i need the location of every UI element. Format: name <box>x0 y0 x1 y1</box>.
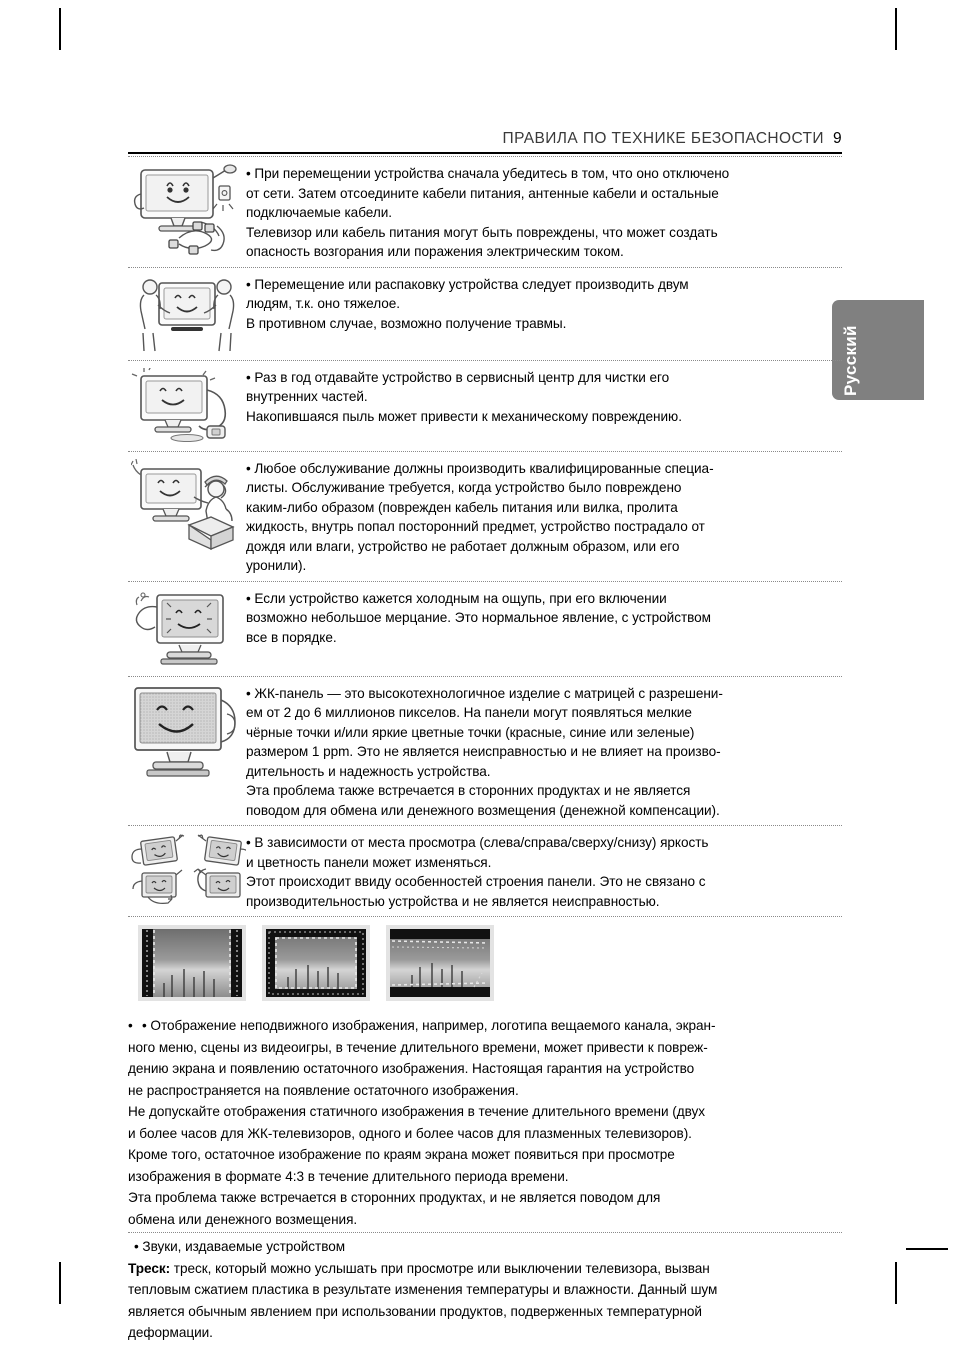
section-text <box>246 587 842 648</box>
term-label: Треск: <box>128 1260 171 1276</box>
safety-section <box>128 582 842 676</box>
crop-mark-top-left <box>59 8 61 50</box>
text-line: изображения в формате 4:3 в течение длительного периода времени. <box>128 1168 569 1184</box>
section-text <box>246 273 842 334</box>
icon-cell <box>128 162 246 256</box>
burn-in-sample-pillarbox <box>138 925 246 1001</box>
safety-section <box>128 157 842 267</box>
tv-flicker-cold-icon <box>131 589 243 671</box>
tv-vacuum-cleaning-icon <box>131 368 243 446</box>
text-line: не распространяется на появление остаточного изображения. <box>128 1082 519 1098</box>
photo-full-border <box>266 929 366 997</box>
text-line <box>128 1015 842 1037</box>
header-rule <box>128 152 842 154</box>
text-line: обмена или денежного возмещения. <box>128 1211 358 1227</box>
text-line: тепловым сжатием пластика в результате изменения температуры и влажности. Данный шум <box>128 1282 718 1297</box>
text-line: людям, т.к. оно тяжелое. <box>246 296 400 311</box>
safety-section <box>128 268 842 360</box>
text-line: • Раз в год отдавайте устройство в сервисный центр для чистки его <box>246 369 670 385</box>
text-line: ем от 2 до 6 миллионов пикселов. На панели могут появляться мелкие <box>246 705 692 720</box>
text-line: поводом для обмена или денежного возмещения (денежной компенсации). <box>246 802 720 818</box>
section-text <box>246 831 842 911</box>
icon-cell <box>128 682 246 788</box>
icon-cell <box>128 831 246 907</box>
text-line: является обычным явлением при использовании продуктов, подверженных температурной <box>128 1303 702 1319</box>
burn-in-sample-letterbox <box>386 925 494 1001</box>
text-line: возможно небольшое мерцание. Это нормальное явление, с устройством <box>246 610 711 625</box>
text-line: • Любое обслуживание должны производить квалифицированные специа- <box>246 460 714 476</box>
page-number: 9 <box>832 130 842 147</box>
text-line: Накопившаяся пыль может привести к механическому повреждению. <box>246 408 682 424</box>
text-line-content: • Отображение неподвижного изображения, например, логотипа вещаемого канала, экран- <box>142 1018 716 1033</box>
section-text <box>246 682 842 821</box>
page-content <box>128 130 842 1346</box>
burn-in-sample-gallery <box>128 917 842 1011</box>
icon-cell <box>128 457 246 555</box>
text-line: внутренних частей. <box>246 389 368 404</box>
lcd-panel-pixels-icon <box>131 684 243 788</box>
crop-mark-top-right <box>895 8 897 50</box>
photo-pillarbox <box>142 929 242 997</box>
text-line: жидкость, внутрь попал посторонний предмет, устройство пострадало от <box>246 519 705 534</box>
text-line: дительность и надежность устройства. <box>246 763 491 779</box>
text-line: Кроме того, остаточное изображение по краям экрана может появиться при просмотре <box>128 1147 675 1162</box>
text-line: уронили). <box>246 558 307 573</box>
text-line: опасность возгорания или поражения электрическим током. <box>246 244 624 259</box>
text-line: деформации. <box>128 1325 213 1340</box>
text-line: Эта проблема также встречается в сторонних продуктах и не является <box>246 783 691 798</box>
viewing-angle-four-tvs-icon <box>128 833 246 907</box>
technician-service-icon <box>131 459 243 555</box>
text-line: • ЖК-панель — это высокотехнологичное изделие с матрицей с разрешени- <box>246 685 723 701</box>
photo-letterbox <box>390 929 490 997</box>
page-title: ПРАВИЛА ПО ТЕХНИКЕ БЕЗОПАСНОСТИ <box>502 130 824 147</box>
page-header <box>128 130 842 152</box>
icon-cell <box>128 587 246 671</box>
text-line: • Перемещение или распаковку устройства следует производить двум <box>246 276 689 292</box>
crop-mark-bottom-left <box>59 1262 61 1304</box>
section-text <box>246 162 842 262</box>
language-tab <box>832 300 924 400</box>
two-people-carrying-tv-icon <box>131 275 243 355</box>
language-tab-label: Русский <box>841 325 860 396</box>
text-line: Телевизор или кабель питания могут быть повреждены, что может создать <box>246 224 718 240</box>
text-line: ного меню, сцены из видеоигры, в течение длительного времени, может привести к повреж- <box>128 1039 708 1055</box>
section-text <box>246 457 842 576</box>
safety-section <box>128 677 842 826</box>
text-line: дождя или влаги, устройство не работает должным образом, или его <box>246 538 680 554</box>
icon-cell <box>128 273 246 355</box>
device-sounds-notice <box>128 1233 842 1346</box>
text-line: • При перемещении устройства сначала убедитесь в том, что оно отключено <box>246 166 730 181</box>
text-line: от сети. Затем отсоедините кабели питания, антенные кабели и остальные <box>246 185 719 201</box>
text-line: и цветность панели может изменяться. <box>246 854 492 870</box>
text-line: Не допускайте отображения статичного изображения в течение длительного времени (двух <box>128 1104 705 1119</box>
text-line: Эта проблема также встречается в сторонних продуктах, и не является поводом для <box>128 1190 661 1205</box>
text-line: каким-либо образом (поврежден кабель питания или вилка, пролита <box>246 499 678 515</box>
safety-section <box>128 826 842 916</box>
text-line: подключаемые кабели. <box>246 205 392 220</box>
text-line: чёрные точки и/или яркие цветные точки (красные, синие или зеленые) <box>246 724 695 740</box>
text-line: листы. Обслуживание требуется, когда устройство было повреждено <box>246 480 682 495</box>
tv-unplug-cables-icon <box>131 164 243 256</box>
icon-cell <box>128 366 246 446</box>
text-line: • В зависимости от места просмотра (слева/справа/сверху/снизу) яркость <box>246 835 709 850</box>
text-line: дению экрана и появлению остаточного изображения. Настоящая гарантия на устройство <box>128 1061 695 1076</box>
safety-section <box>128 361 842 451</box>
text-line: все в порядке. <box>246 629 337 645</box>
crop-mark-bottom-right <box>895 1262 897 1304</box>
section-text <box>246 366 842 427</box>
text-line: Этот происходит ввиду особенностей строения панели. Это не связано с <box>246 874 706 889</box>
text-line: В противном случае, возможно получение травмы. <box>246 315 567 331</box>
crop-mark-bottom-right-horizontal <box>906 1248 948 1250</box>
text-line: и более часов для ЖК-телевизоров, одного и более часов для плазменных телевизоров). <box>128 1125 692 1141</box>
text-line: • Если устройство кажется холодным на ощупь, при его включении <box>246 590 667 606</box>
text-line: размером 1 ppm. Это не является неисправностью и не влияет на произво- <box>246 744 721 759</box>
safety-section <box>128 452 842 581</box>
residual-image-notice <box>128 1011 842 1232</box>
burn-in-sample-full-border <box>262 925 370 1001</box>
text-line: • Звуки, издаваемые устройством <box>134 1239 346 1254</box>
text-line <box>128 1258 842 1280</box>
text-line-content: треск, который можно услышать при просмотре или выключении телевизора, вызван <box>170 1260 710 1276</box>
text-line: производительностью устройства и не является неисправностью. <box>246 893 660 909</box>
